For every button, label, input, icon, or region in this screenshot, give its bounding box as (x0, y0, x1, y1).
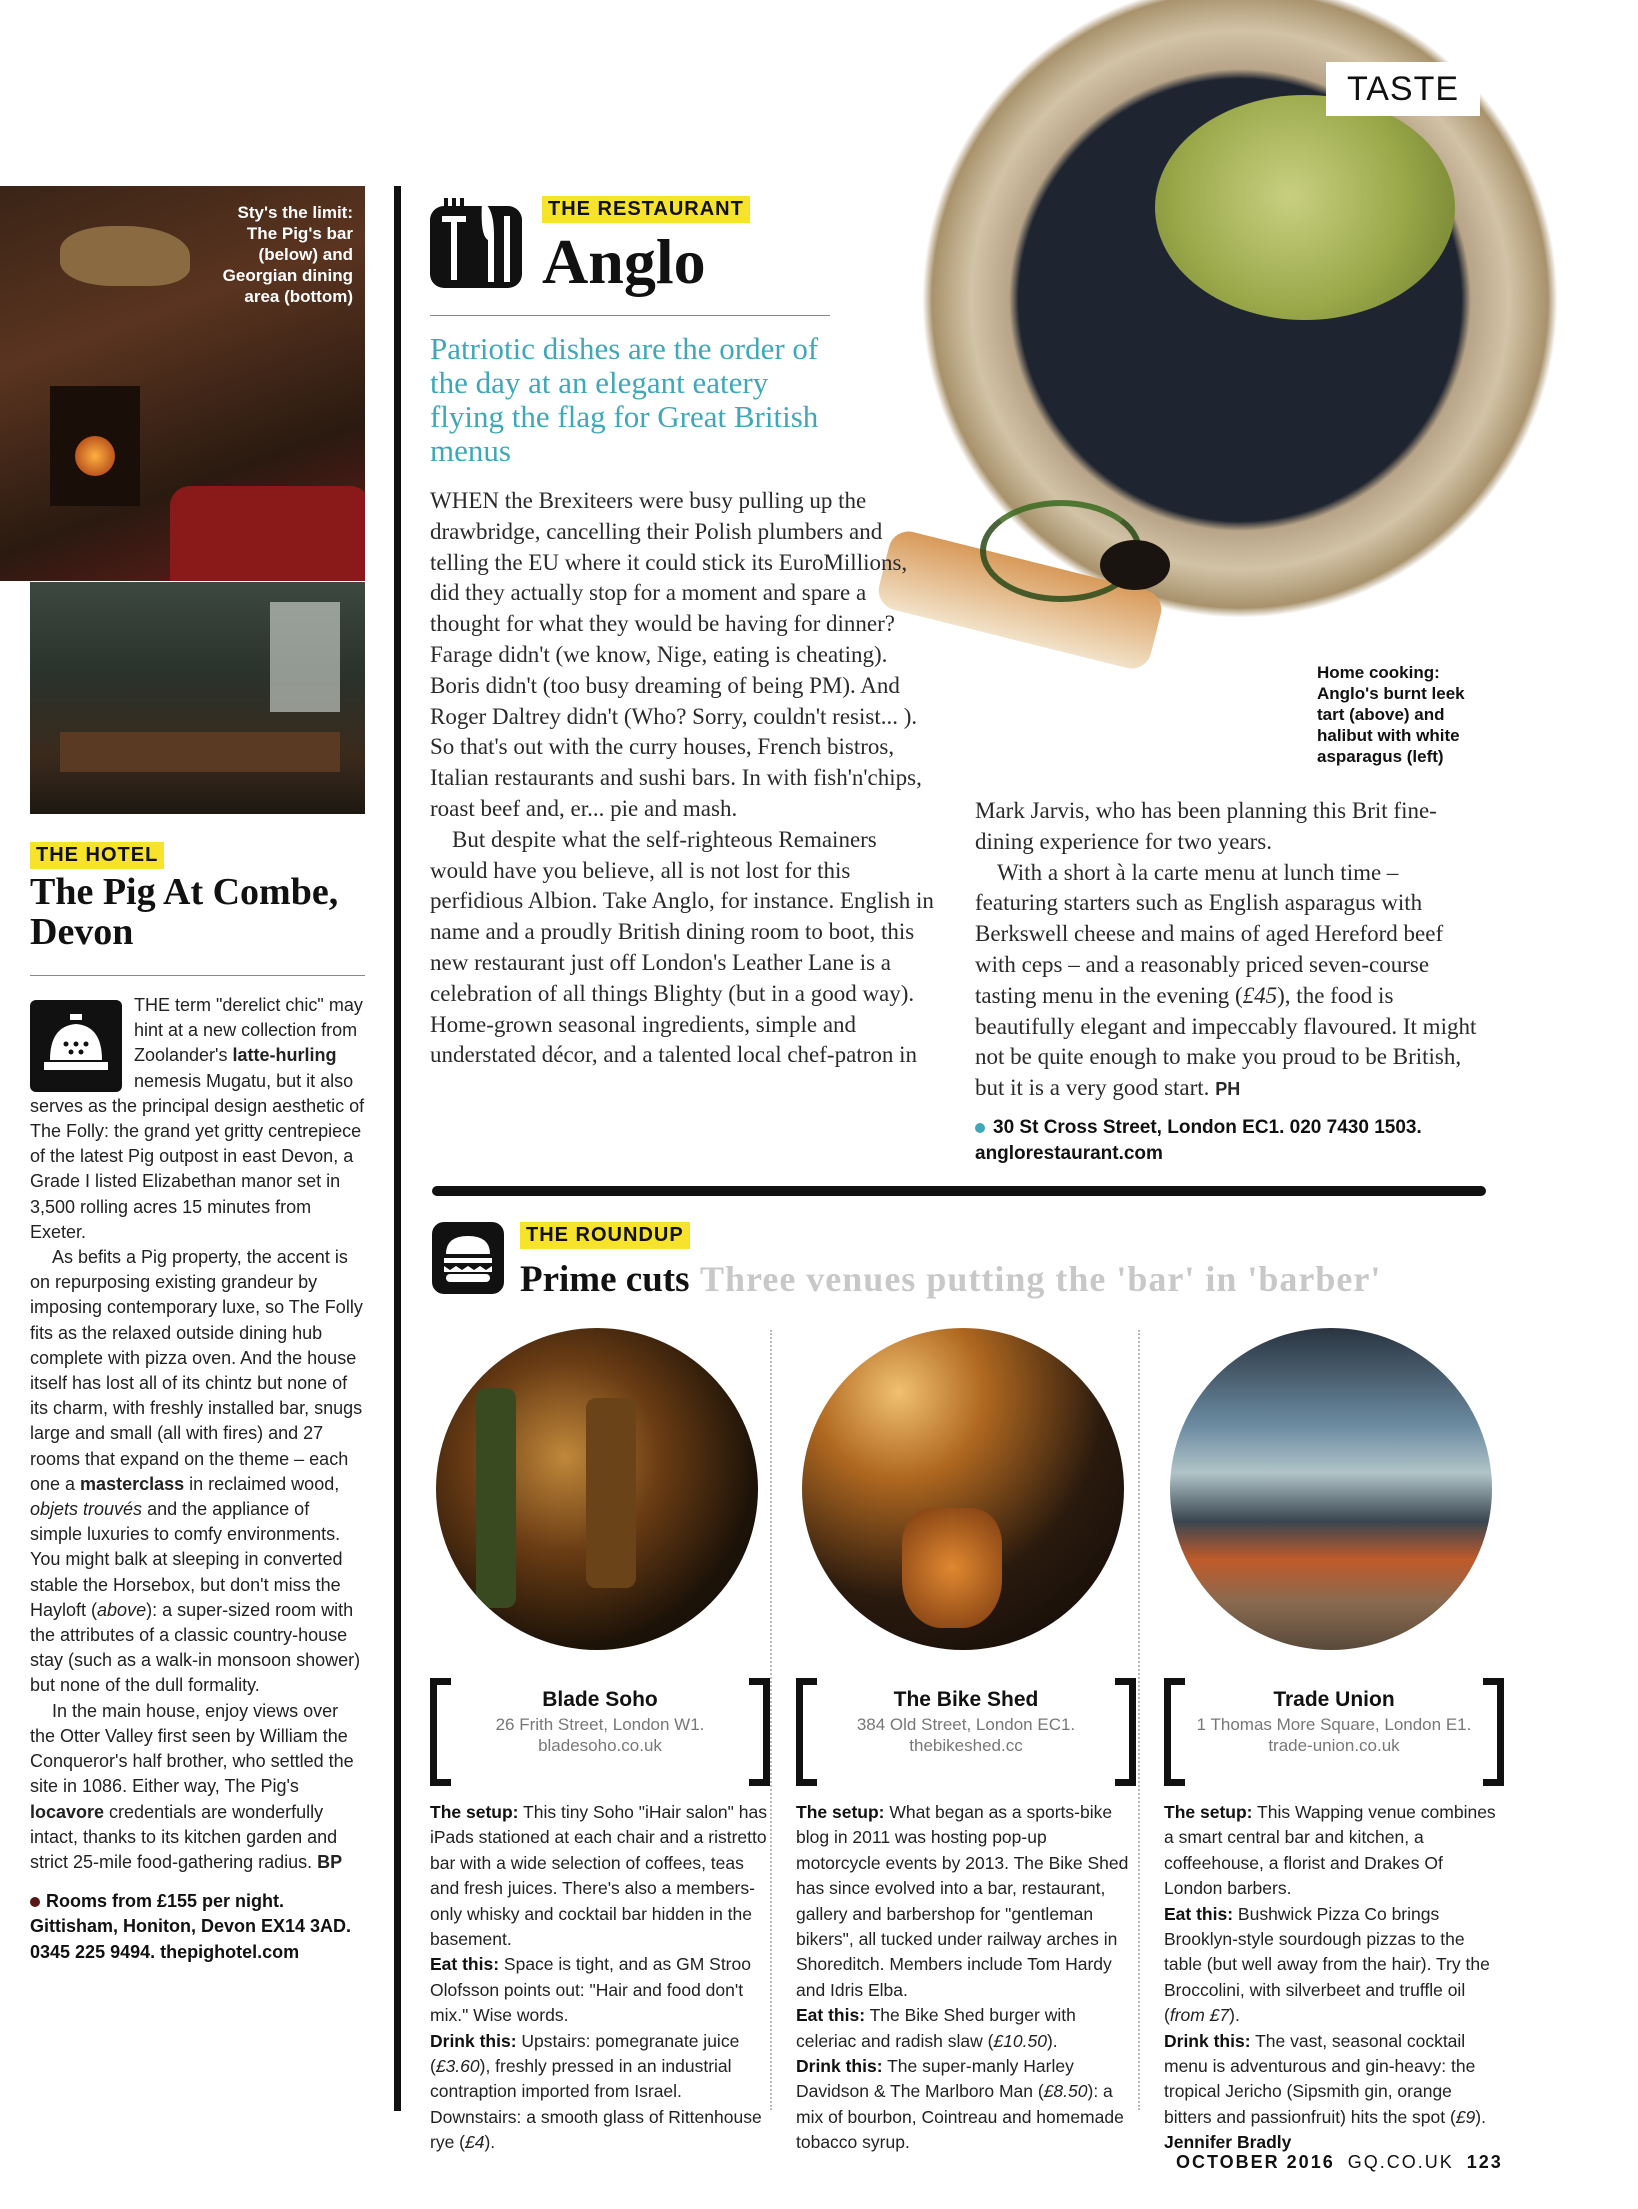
bullet-icon (975, 1123, 985, 1133)
venue-name: Blade Soho (542, 1688, 658, 1711)
venue-text: The setup: This tiny Soho "iHair salon" has iPads stationed at each chair and a ristretto bar with a wide selection of coffees, teas and fresh juices. There's also a members-only whisky and cocktail bar hidden in the basement. Eat this: Space is tight, and as GM Stroo Olofsson points out: "Hair and food don't mix." Wise words. Drink this: Upstairs: pomegranate juice (£3.60), freshly pressed in an industrial contraption imported from Israel. Downstairs: a smooth glass of Rittenhouse rye (£4). (430, 1802, 767, 2153)
section-tag: TASTE (1326, 62, 1480, 116)
restaurant-standfirst: Patriotic dishes are the order of the day at an elegant eatery flying the flag for Great British menus (430, 331, 819, 468)
restaurant-title: Anglo (542, 226, 706, 297)
venue-trade-union (1164, 1328, 1504, 2156)
sofa (170, 486, 365, 581)
section-divider (432, 1186, 1486, 1196)
bracket-left (1164, 1678, 1185, 1786)
page-footer (1176, 2152, 1503, 2173)
venue-name: Trade Union (1273, 1688, 1395, 1711)
venue-divider (770, 1330, 772, 2110)
hotel-info: Rooms from £155 per night. Gittisham, Honiton, Devon EX14 3AD. 0345 225 9494. thepighotel.com (30, 1891, 352, 1962)
roundup-heading (520, 1258, 1381, 1301)
restaurant-photo-caption: Home cooking: Anglo's burnt leek tart (above) and halibut with white asparagus (left) (1317, 663, 1465, 766)
restaurant-body-col1: WHEN the Brexiteers were busy pulling up the drawbridge, cancelling their Polish plumbers and telling the EU where it could stick its EuroMillions, did they actually stop for a moment and spare a thought for what they would be having for dinner? Farage didn't (we know, Nige, eating is cheating). Boris didn't (too busy dreaming of being PM). And Roger Daltrey didn't (Who? Sorry, couldn't resist... ). So that's out with the curry houses, French bistros, Italian restaurants and sushi bars. In with fish'n'chips, roast beef and, er... pie and mash. But despite what the self-righteous Remainers would have you believe, all is not lost for this perfidious Albion. Take Anglo, for instance. English in name and a proudly British dining room to boot, this new restaurant just off London's Leather Lane is a celebration of all things Blighty (but in a good way). Home-grown seasonal ingredients, simple and understated décor, and a talented local chef-patron in (430, 488, 934, 1068)
roundup-title: Prime cuts (520, 1259, 690, 1300)
hotel-title: The Pig At Combe, Devon (30, 871, 339, 953)
roundup-label: THE ROUNDUP (520, 1222, 690, 1249)
venue-divider (1138, 1330, 1140, 2110)
venue-text: The setup: What began as a sports-bike blog in 2011 was hosting pop-up motorcycle events by 2013. The Bike Shed has since evolved into a bar, restaurant, gallery and barbershop for "gentleman bikers", all tucked under railway arches in Shoreditch. Members include Tom Hardy and Idris Elba. Eat this: The Bike Shed burger with celeriac and radish slaw (£10.50). Drink this: The super-manly Harley Davidson & The Marlboro Man (£8.50): a mix of bourbon, Cointreau and homemade tobacco syrup. (796, 1802, 1129, 2153)
footer-page: 123 (1466, 2152, 1503, 2172)
roundup-subtitle: Three venues putting the 'bar' in 'barber' (699, 1259, 1382, 1299)
venue-photo (1170, 1328, 1492, 1650)
venue-blade-soho (430, 1328, 770, 2156)
window (270, 602, 340, 712)
restaurant-body-col2: Mark Jarvis, who has been planning this Brit fine-dining experience for two years. With a short à la carte menu at lunch time – featuring starters such as English asparagus with Berkswell cheese and mains of aged Hereford beef with ceps – and a reasonably priced seven-course tasting menu in the evening (£45), the food is beautifully elegant and impeccably flavoured. It might not be quite enough to make you proud to be British, but it is a very good start. PH 30 St Cross Street, London EC1. 020 7430 1503. anglorestaurant.com (975, 798, 1477, 1164)
dining-table (60, 732, 340, 772)
footer-site: GQ.CO.UK (1347, 2152, 1454, 2172)
pig-figure (60, 226, 190, 286)
venue-address: 26 Frith Street, London W1. bladesoho.co.uk (495, 1715, 705, 1755)
venue-address: 1 Thomas More Square, London E1. trade-union.co.uk (1196, 1715, 1472, 1755)
restaurant-title-rule (430, 315, 830, 316)
venue-bike-shed (796, 1328, 1136, 2156)
footer-date: OCTOBER 2016 (1176, 2152, 1335, 2172)
hotel-body: THE term "derelict chic" may hint at a new collection from Zoolander's latte-hurling nemesis Mugatu, but it also serves as the principal design aesthetic of The Folly: the grand yet gritty centrepiece of the latest Pig outpost in east Devon, a Grade I listed Elizabethan manor set in 3,500 rolling acres 15 minutes from Exeter. As befits a Pig property, the accent is on repurposing existing grandeur by imposing contemporary luxe, so The Folly fits as the relaxed outside dining hub complete with pizza oven. And the house itself has lost all of its chintz but none of its charm, with freshly installed bar, snugs large and small (all with fires) and 27 rooms that expand on the theme – each one a masterclass in reclaimed wood, objets trouvés and the appliance of simple luxuries to comfy environments. You might balk at sleeping in converted stable the Horsebox, but don't miss the Hayloft (above): a super-sized room with the attributes of a classic country-house stay (such as a walk-in monsoon shower) but none of the dull formality. In the main house, enjoy views over the Otter Valley first seen by William the Conqueror's half brother, who settled the site in 1086. Either way, The Pig's locavore credentials are wonderfully intact, thanks to its kitchen garden and strict 25-mile food-gathering radius. BP Rooms from £155 per night. Gittisham, Honiton, Devon EX14 3AD. 0345 225 9494. thepighotel.com (30, 995, 365, 1962)
venue-name-box (1164, 1678, 1504, 1774)
venue-name: The Bike Shed (893, 1688, 1039, 1711)
restaurant-label: THE RESTAURANT (542, 196, 750, 223)
venue-text: The setup: This Wapping venue combines a smart central bar and kitchen, a coffeehouse, a florist and Drakes Of London barbers. Eat this: Bushwick Pizza Co brings Brooklyn-style sourdough pizzas to the table (but well away from the hair). Try the Broccolini, with silverbeet and truffle oil (from £7). Drink this: The vast, seasonal cocktail menu is adventurous and gin-heavy: the tropical Jericho (Sipsmith gin, orange bitters and passionfruit) hits the spot (£9). Jennifer Bradly (1164, 1802, 1496, 2153)
burger-icon (432, 1222, 504, 1294)
hotel-label: THE HOTEL (30, 842, 164, 869)
bracket-right (1115, 1678, 1136, 1786)
bracket-right (1483, 1678, 1504, 1786)
hotel-bar-photo (0, 186, 365, 581)
bullet-icon (30, 1897, 40, 1907)
venue-address: 384 Old Street, London EC1. thebikeshed.cc (856, 1715, 1076, 1755)
bracket-right (749, 1678, 770, 1786)
hotel-dining-photo (30, 582, 365, 814)
cutlery-icon (430, 196, 522, 288)
leek-tart (1155, 95, 1455, 320)
bracket-left (796, 1678, 817, 1786)
bracket-left (430, 1678, 451, 1786)
venue-name-box (430, 1678, 770, 1774)
hotel-photo-caption: Sty's the limit: The Pig's bar (below) and Georgian dining area (bottom) (222, 203, 353, 306)
restaurant-info: 30 St Cross Street, London EC1. 020 7430 1503. anglorestaurant.com (975, 1116, 1422, 1164)
sauce (1100, 540, 1170, 590)
venue-name-box (796, 1678, 1136, 1774)
venue-photo (436, 1328, 758, 1650)
venue-photo (802, 1328, 1124, 1650)
column-divider (394, 186, 401, 2111)
fire (75, 436, 115, 476)
hotel-title-rule (30, 975, 365, 976)
